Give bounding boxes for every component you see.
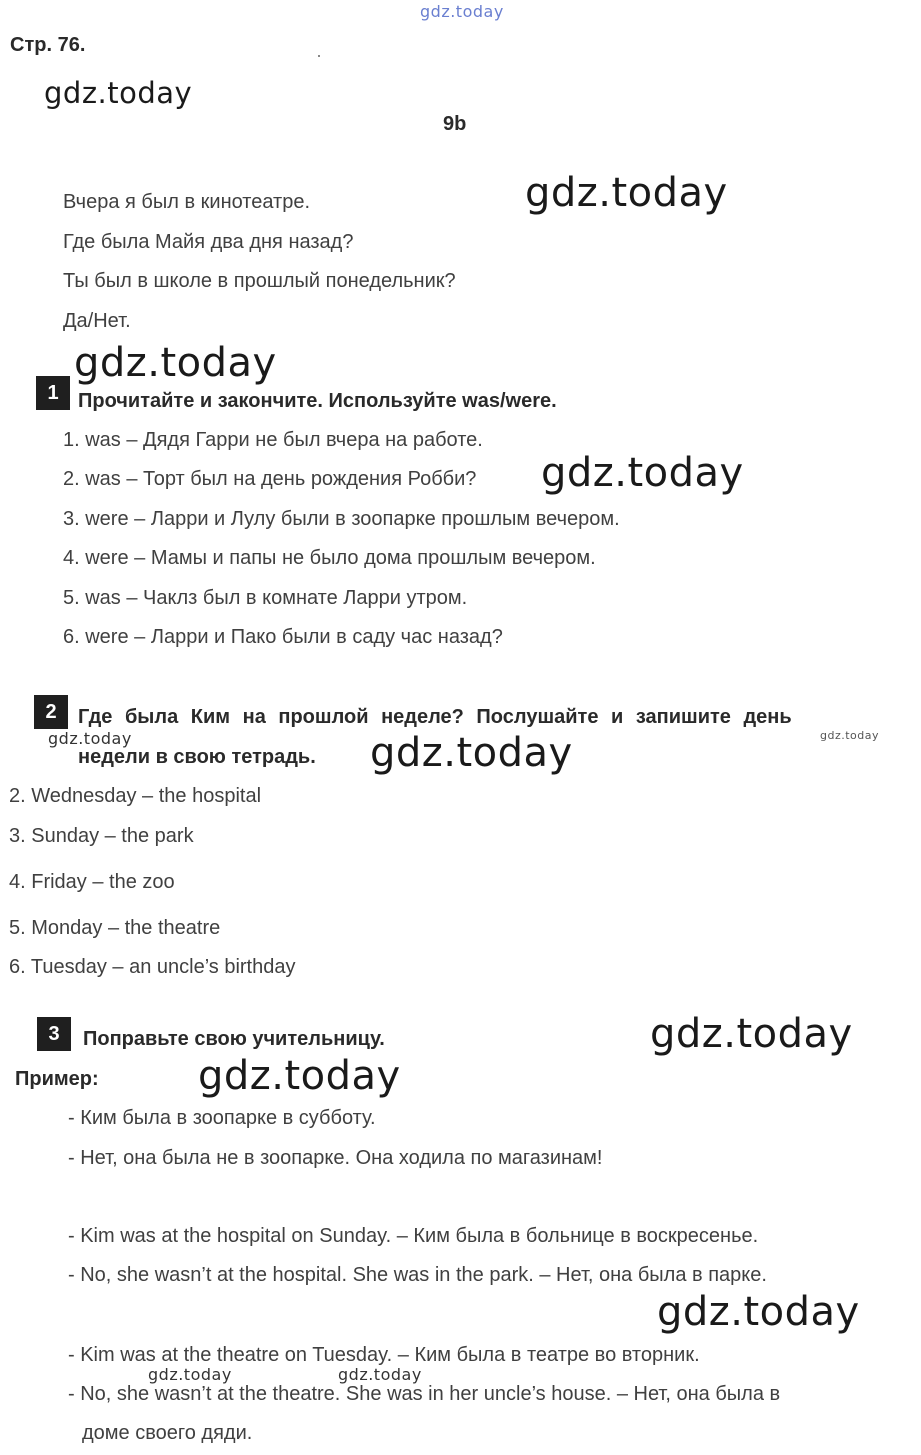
exercise-title: Где была Ким на прошлой неделе? Послушайте и запишите день — [78, 706, 792, 728]
list-item: 1. was – Дядя Гарри не был вчера на работе. — [63, 429, 483, 451]
list-item: 6. Tuesday – an uncle’s birthday — [9, 956, 296, 978]
list-item: 2. was – Торт был на день рождения Робби? — [63, 468, 477, 490]
intro-line: Где была Майя два дня назад? — [63, 231, 354, 253]
intro-line: Да/Нет. — [63, 310, 131, 332]
intro-line: Вчера я был в кинотеатре. — [63, 191, 311, 213]
intro-line: Ты был в школе в прошлый понедельник? — [63, 270, 456, 292]
watermark: gdz.today — [820, 729, 880, 742]
answer-line: доме своего дяди. — [82, 1422, 253, 1444]
watermark: gdz.today — [338, 1365, 422, 1384]
exercise-title: недели в свою тетрадь. — [78, 746, 316, 768]
list-item: 4. Friday – the zoo — [9, 871, 175, 893]
answer-line: - No, she wasn’t at the hospital. She was in the park. – Нет, она была в парке. — [68, 1264, 767, 1286]
watermark: gdz.today — [198, 1053, 401, 1099]
watermark: gdz.today — [541, 450, 744, 496]
watermark: gdz.today — [48, 729, 132, 748]
watermark-top: gdz.today — [420, 2, 504, 21]
watermark: gdz.today — [657, 1289, 860, 1335]
watermark: gdz.today — [74, 340, 277, 386]
list-item: 3. were – Ларри и Лулу были в зоопарке прошлым вечером. — [63, 508, 620, 530]
list-item: 5. Monday – the theatre — [9, 917, 221, 939]
list-item: 6. were – Ларри и Пако были в саду час назад? — [63, 626, 503, 648]
lesson-title: 9b — [443, 113, 467, 135]
watermark: gdz.today — [148, 1365, 232, 1384]
list-item: 3. Sunday – the park — [9, 825, 194, 847]
answer-line: - Kim was at the hospital on Sunday. – Ким была в больнице в воскресенье. — [68, 1225, 759, 1247]
exercise-number: 1 — [36, 376, 70, 410]
example-line: - Нет, она была не в зоопарке. Она ходила по магазинам! — [68, 1147, 603, 1169]
watermark: gdz.today — [44, 76, 193, 110]
list-item: 5. was – Чаклз был в комнате Ларри утром. — [63, 587, 468, 609]
example-label: Пример: — [15, 1068, 99, 1090]
watermark: gdz.today — [650, 1011, 853, 1057]
list-item: 4. were – Мамы и папы не было дома прошлым вечером. — [63, 547, 596, 569]
exercise-number: 3 — [37, 1017, 71, 1051]
watermark: gdz.today — [525, 170, 728, 216]
page-ref: Стр. 76. — [10, 34, 86, 56]
exercise-title: Прочитайте и закончите. Используйте was/were. — [78, 390, 557, 412]
list-item: 2. Wednesday – the hospital — [9, 785, 262, 807]
answer-line: - No, she wasn’t at the theatre. She was in her uncle’s house. – Нет, она была в — [68, 1383, 781, 1405]
exercise-number: 2 — [34, 695, 68, 729]
watermark: gdz.today — [370, 730, 573, 776]
speck — [318, 55, 320, 57]
answer-line: - Kim was at the theatre on Tuesday. – Ким была в театре во вторник. — [68, 1344, 700, 1366]
exercise-title: Поправьте свою учительницу. — [83, 1028, 385, 1050]
example-line: - Ким была в зоопарке в субботу. — [68, 1107, 376, 1129]
